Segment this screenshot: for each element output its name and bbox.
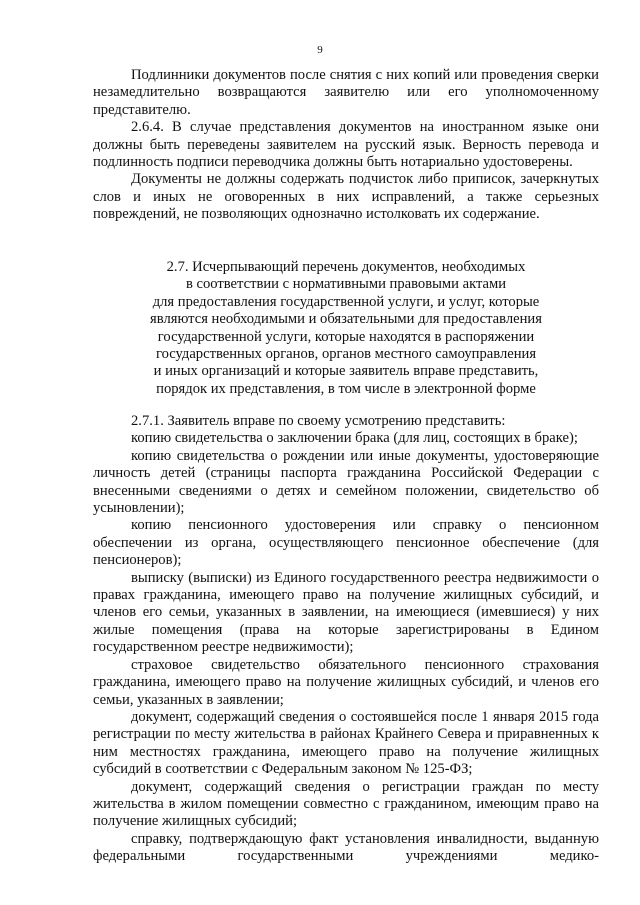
paragraph: копию свидетельства о заключении брака (для лиц, состоящих в браке);: [131, 430, 578, 447]
paragraph: страховое свидетельство обязательного пенсионного страхования гражданина, имеющего право на получение жилищных субсидий, и членов его семьи, указанных в заявлении;: [93, 656, 599, 708]
heading-line: государственной услуги, которые находятся в распоряжении: [157, 328, 535, 345]
heading-line: порядок их представления, в том числе в электронной форме: [156, 380, 536, 397]
paragraph: копию пенсионного удостоверения или справку о пенсионном обеспечении из органа, осуществляющего пенсионное обеспечение (для пенсионеров);: [93, 517, 599, 569]
list-paragraphs: [93, 413, 599, 866]
paragraph: Документы не должны содержать подчисток либо приписок, зачеркнутых слов и иных не оговоренных в них исправлений, а также серьезных повреждений, не позволяющих однозначно истолковать их содержание.: [93, 171, 599, 223]
heading-line: и иных организаций и которые заявитель вправе представить,: [153, 363, 539, 380]
heading-line: 2.7. Исчерпывающий перечень документов, необходимых: [166, 259, 526, 275]
paragraph: документ, содержащий сведения о состоявшейся после 1 января 2015 года регистрации по месту жительства в районах Крайнего Севера и приравненных к ним местностях гражданина, имеющего право на получение жилищных субсидий в соответствии с Федеральным законом № 125-ФЗ;: [93, 708, 599, 778]
heading-line: в соответствии с нормативными правовыми актами: [185, 276, 507, 293]
heading-line: для предоставления государственной услуги, и услуг, которые: [152, 293, 540, 310]
paragraph: 2.7.1. Заявитель вправе по своему усмотрению представить:: [131, 413, 506, 429]
paragraph: 2.6.4. В случае представления документов на иностранном языке они должны быть переведены заявителем на русский язык. Верность перевода и подлинность подписи переводчика должны быть нотариально удостоверены.: [93, 119, 599, 171]
page-number: 9: [317, 44, 323, 56]
paragraph: копию свидетельства о рождении или иные документы, удостоверяющие личность детей (страницы паспорта гражданина Российской Федерации с внесенными сведениями о детях и семейном положении, свидетельство об усыновлении);: [93, 447, 599, 517]
heading-line: являются необходимыми и обязательными для предоставления: [150, 311, 542, 328]
top-paragraphs: [93, 67, 599, 224]
paragraph: документ, содержащий сведения о регистрации граждан по месту жительства в жилом помещении совместно с гражданином, имеющим право на получение жилищных субсидий;: [93, 778, 599, 830]
heading-line: государственных органов, органов местного самоуправления: [155, 346, 537, 363]
section-heading: [93, 259, 599, 398]
paragraph: справку, подтверждающую факт установления инвалидности, выданную федеральными государственными учреждениями медико-: [93, 830, 599, 865]
paragraph: Подлинники документов после снятия с них копий или проведения сверки незамедлительно возвращаются заявителю или его уполномоченному представителю.: [93, 67, 599, 118]
paragraph: выписку (выписки) из Единого государственного реестра недвижимости о правах гражданина, имеющего право на получение жилищных субсидий, и членов его семьи, указанных в заявлении, на имеющиеся (имевшиеся) у них жилые помещения (права на которые зарегистрированы в Едином государственном реестре недвижимости);: [93, 569, 599, 656]
